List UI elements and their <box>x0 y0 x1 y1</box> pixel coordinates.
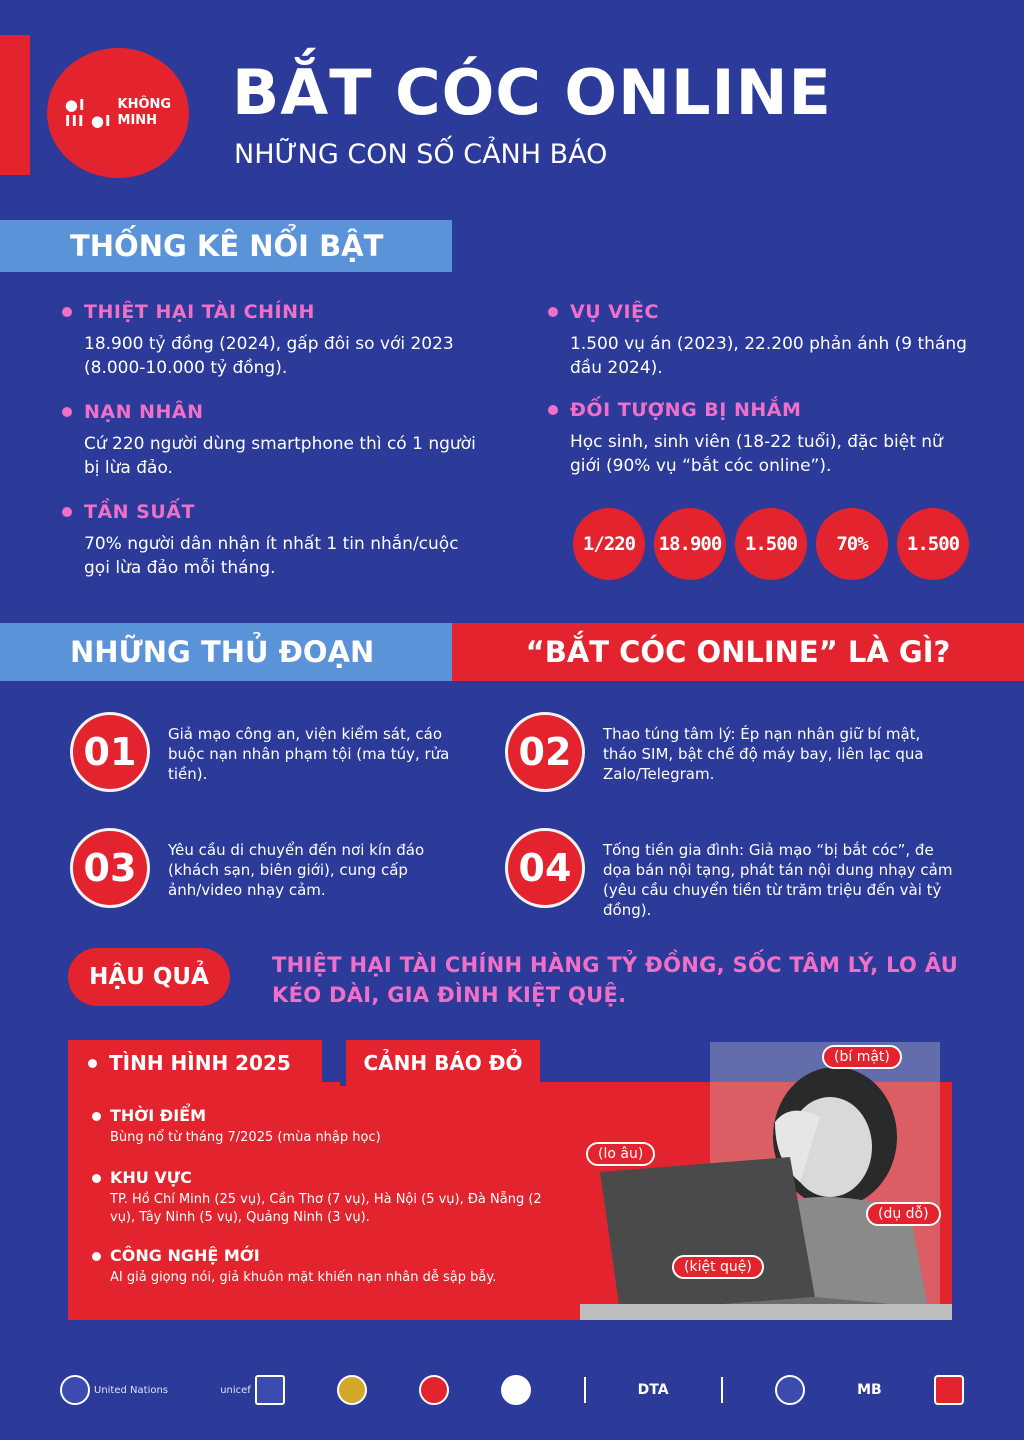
bullet-icon <box>92 1252 101 1261</box>
stat-circle: 70% <box>816 508 888 580</box>
divider <box>584 1377 586 1403</box>
divider <box>721 1377 723 1403</box>
method-number: 01 <box>70 712 150 792</box>
photo-tag-secret: (bí mật) <box>822 1045 902 1069</box>
partner-logo-dta: DTA <box>637 1382 669 1398</box>
brand-logo <box>47 48 189 178</box>
partner-logo: unicef <box>220 1375 285 1405</box>
stat-frequency <box>62 500 482 580</box>
page-title: BẮT CÓC ONLINE <box>232 56 832 129</box>
method-item-02 <box>505 712 955 792</box>
tab-label: TÌNH HÌNH 2025 <box>109 1051 291 1075</box>
photo-tag-exhausted: (kiệt quệ) <box>672 1255 764 1279</box>
stat-text: 70% người dân nhận ít nhất 1 tin nhắn/cuộc gọi lừa đảo mỗi tháng. <box>84 534 459 578</box>
ministry-seal-icon <box>501 1375 531 1405</box>
stat-text: Học sinh, sinh viên (18-22 tuổi), đặc biệt nữ giới (90% vụ “bắt cóc online”). <box>570 432 943 476</box>
stat-text: 1.500 vụ án (2023), 22.200 phản ánh (9 tháng đầu 2024). <box>570 334 967 378</box>
stat-financial-loss <box>62 300 482 380</box>
situation-item-region <box>92 1168 562 1227</box>
what-is-heading: “BẮT CÓC ONLINE” LÀ GÌ? <box>452 623 1024 681</box>
method-item-03 <box>70 828 470 908</box>
methods-heading: NHỮNG THỦ ĐOẠN <box>0 623 452 681</box>
photo-tag-anxiety: (lo âu) <box>586 1142 655 1166</box>
bullet-icon <box>62 507 72 517</box>
un-emblem-icon <box>60 1375 90 1405</box>
stat-victims <box>62 400 482 480</box>
method-text: Yêu cầu di chuyển đến nơi kín đáo (khách sạn, biên giới), cung cấp ảnh/video nhạy cảm. <box>168 841 425 899</box>
tab-situation-2025 <box>68 1040 322 1086</box>
national-emblem-icon <box>419 1375 449 1405</box>
bullet-icon <box>62 307 72 317</box>
situation-item-technology <box>92 1246 562 1287</box>
stat-circle: 1.500 <box>735 508 807 580</box>
method-item-04 <box>505 828 955 920</box>
anniversary-badge-icon <box>255 1375 285 1405</box>
item-text: AI giả giọng nói, giả khuôn mặt khiến nạn nhân dễ sập bẫy. <box>110 1270 497 1285</box>
bullet-icon <box>92 1112 101 1121</box>
method-number: 03 <box>70 828 150 908</box>
item-text: Bùng nổ từ tháng 7/2025 (mùa nhập học) <box>110 1130 381 1145</box>
method-number: 02 <box>505 712 585 792</box>
logo-line-2: MINH <box>117 113 158 128</box>
stat-cases <box>548 300 968 380</box>
consequence-label: HẬU QUẢ <box>68 948 230 1006</box>
partner-badge-icon <box>775 1375 805 1405</box>
stat-label: ĐỐI TƯỢNG BỊ NHẮM <box>570 399 802 421</box>
stat-circle: 1.500 <box>897 508 969 580</box>
method-text: Thao túng tâm lý: Ép nạn nhân giữ bí mật, tháo SIM, bật chế độ máy bay, liên lạc qua Zalo/Telegram. <box>603 725 924 783</box>
stat-circle: 18.900 <box>654 508 726 580</box>
stat-label: VỤ VIỆC <box>570 301 659 323</box>
method-number: 04 <box>505 828 585 908</box>
stats-heading: THỐNG KÊ NỔI BẬT <box>0 220 452 272</box>
item-label: KHU VỰC <box>110 1168 192 1187</box>
police-emblem-icon <box>337 1375 367 1405</box>
bullet-icon <box>88 1059 97 1068</box>
situation-item-time <box>92 1106 562 1147</box>
stat-label: THIỆT HẠI TÀI CHÍNH <box>84 301 315 323</box>
logo-mark-icon: ●I III ●I <box>64 96 112 130</box>
logo-line-1: KHÔNG <box>117 97 172 112</box>
bullet-icon <box>62 407 72 417</box>
item-label: CÔNG NGHỆ MỚI <box>110 1246 260 1265</box>
bullet-icon <box>548 307 558 317</box>
stat-text: Cứ 220 người dùng smartphone thì có 1 người bị lừa đảo. <box>84 434 476 478</box>
partner-logo: United Nations <box>60 1375 168 1405</box>
stat-targets <box>548 398 968 478</box>
partner-logos <box>60 1370 964 1410</box>
photo-tag-lure: (dụ dỗ) <box>866 1202 941 1226</box>
method-item-01 <box>70 712 470 792</box>
stat-label: NẠN NHÂN <box>84 401 204 423</box>
consequence-text: THIỆT HẠI TÀI CHÍNH HÀNG TỶ ĐỒNG, SỐC TÂM LÝ, LO ÂU KÉO DÀI, GIA ĐÌNH KIỆT QUỆ. <box>272 953 959 1007</box>
header-accent-strip <box>0 35 30 175</box>
method-text: Tống tiền gia đình: Giả mạo “bị bắt cóc”, đe dọa bán nội tạng, phát tán nội dung nhạy cảm (yêu cầu chuyển tiền từ trăm triệu đến vài tỷ đồng). <box>603 841 953 919</box>
page-subtitle: NHỮNG CON SỐ CẢNH BÁO <box>234 139 608 170</box>
stat-label: TẦN SUẤT <box>84 501 195 523</box>
bullet-icon <box>92 1174 101 1183</box>
bullet-icon <box>548 405 558 415</box>
stat-circles <box>573 508 969 580</box>
tab-red-alert: CẢNH BÁO ĐỎ <box>340 1040 540 1086</box>
stat-circle: 1/220 <box>573 508 645 580</box>
method-text: Giả mạo công an, viện kiểm sát, cáo buộc nạn nhân phạm tội (ma túy, rửa tiền). <box>168 725 450 783</box>
bank-logo-icon <box>934 1375 964 1405</box>
stat-text: 18.900 tỷ đồng (2024), gấp đôi so với 2023 (8.000-10.000 tỷ đồng). <box>84 334 454 378</box>
partner-logo-mb: MB <box>857 1382 882 1398</box>
item-text: TP. Hồ Chí Minh (25 vụ), Cần Thơ (7 vụ), Hà Nội (5 vụ), Đà Nẵng (2 vụ), Tây Ninh (5 vụ), Quảng Ninh (3 vụ). <box>110 1192 542 1225</box>
item-label: THỜI ĐIỂM <box>110 1106 207 1125</box>
